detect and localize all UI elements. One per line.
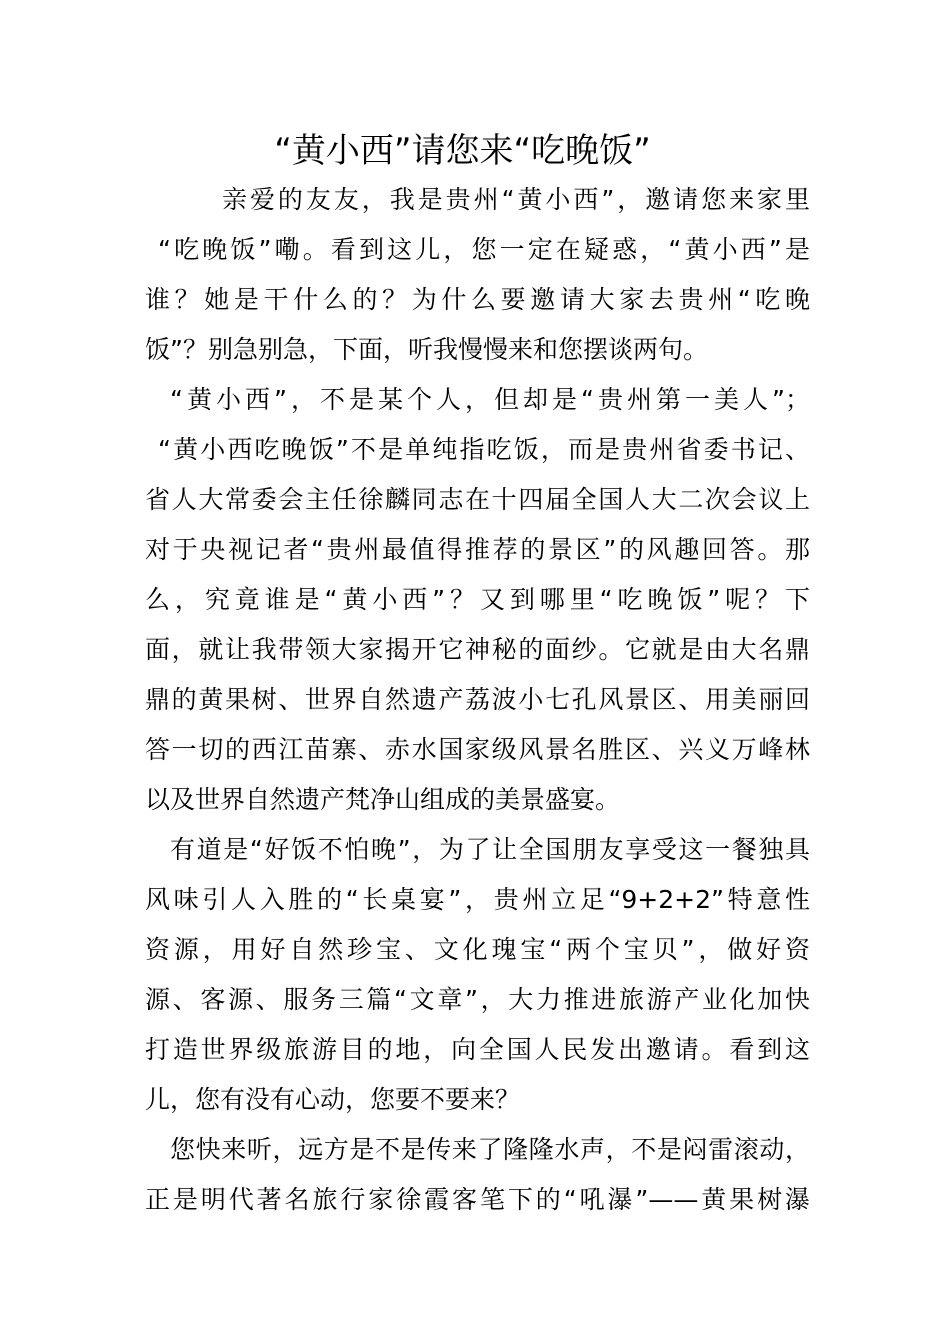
paragraph-line: 您快来听，远方是不是传来了隆隆水声，不是闷雷滚动， bbox=[170, 1135, 810, 1164]
paragraph-line: 有道是“好饭不怕晚”，为了让全国朋友享受这一餐独具 bbox=[170, 835, 810, 864]
paragraph-line: 面，就让我带领大家揭开它神秘的面纱。它就是由大名鼎 bbox=[145, 635, 810, 664]
paragraph-line: “吃晚饭”嘞。看到这儿，您一定在疑惑，“黄小西”是 bbox=[158, 235, 810, 264]
paragraph-line: 对于央视记者“贵州最值得推荐的景区”的风趣回答。那 bbox=[145, 535, 810, 564]
paragraph-line: 正是明代著名旅行家徐霞客笔下的“吼瀑”——黄果树瀑 bbox=[145, 1185, 810, 1214]
paragraph-line: “黄小西吃晚饭”不是单纯指吃饭，而是贵州省委书记、 bbox=[158, 435, 810, 464]
paragraph-line: 饭”？别急别急，下面，听我慢慢来和您摆谈两句。 bbox=[145, 335, 708, 364]
paragraph-line: 亲爱的友友，我是贵州“黄小西”，邀请您来家里 bbox=[222, 185, 810, 214]
paragraph-line: 答一切的西江苗寨、赤水国家级风景名胜区、兴义万峰林 bbox=[145, 735, 810, 764]
paragraph-line: 源、客源、服务三篇“文章”，大力推进旅游产业化加快 bbox=[145, 985, 810, 1014]
paragraph-line: 省人大常委会主任徐麟同志在十四届全国人大二次会议上 bbox=[145, 485, 810, 514]
document-title: “黄小西”请您来“吃晚饭” bbox=[274, 131, 651, 171]
paragraph-line: 风味引人入胜的“长桌宴”，贵州立足“9+2+2”特意性 bbox=[145, 885, 810, 914]
paragraph-line: 么，究竟谁是“黄小西”？又到哪里“吃晚饭”呢？下 bbox=[145, 585, 810, 614]
paragraph-line: 资源，用好自然珍宝、文化瑰宝“两个宝贝”，做好资 bbox=[145, 935, 810, 964]
paragraph-line: 打造世界级旅游目的地，向全国人民发出邀请。看到这 bbox=[145, 1035, 810, 1064]
paragraph-line: 鼎的黄果树、世界自然遗产荔波小七孔风景区、用美丽回 bbox=[145, 685, 810, 714]
paragraph-line: 儿，您有没有心动，您要不要来？ bbox=[145, 1085, 521, 1114]
paragraph-line: 以及世界自然遗产梵净山组成的美景盛宴。 bbox=[145, 785, 621, 814]
paragraph-line: “黄小西”，不是某个人，但却是“贵州第一美人”； bbox=[170, 385, 810, 414]
paragraph-line: 谁？她是干什么的？为什么要邀请大家去贵州“吃晚 bbox=[145, 285, 810, 314]
